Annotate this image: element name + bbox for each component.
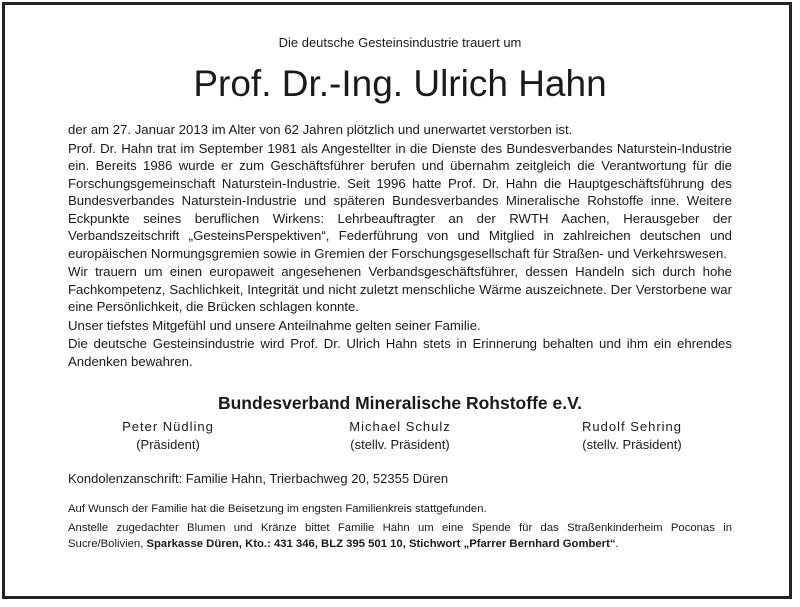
donation-note bbox=[68, 521, 732, 552]
signer-role: (stellv. Präsident) bbox=[350, 437, 450, 452]
obituary-paragraph: Prof. Dr. Hahn trat im September 1981 als Angestellter in die Dienste des Bundesverbandes Naturstein-Industrie ein. Bereits 1986 wurde er zum Geschäftsführer berufen und übernahm zeitgleich die Verantwortung für die Forschungsgemeinschaft Naturstein-Industrie. Seit 1996 hatte Prof. Dr. Hahn die Hauptgeschäftsführung des Bundesverbandes Naturstein-Industrie und späteren Bundesverbandes Mineralische Rohstoffe inne. Weitere Eckpunkte seines beruflichen Wirkens: Lehrbeauftragter an der RWTH Aachen, Herausgeber der Verbandszeitschrift „GesteinsPerspektiven“, Federführung von und Mitglied in zahlreichen deutschen und europäischen Normungsgremien sowie in Gremien der Forschungsgesellschaft für Straßen- und Verkehrswesen. bbox=[68, 140, 732, 261]
signer bbox=[300, 418, 500, 454]
signers-row bbox=[68, 418, 732, 454]
obituary-paragraph: Wir trauern um einen europaweit angesehenen Verbandsgeschäftsführer, dessen Handeln sich durch hohe Fachkompetenz, Sachlichkeit, Integrität und nicht zuletzt menschliche Wärme auszeichnete. Der Verstorbene war eine Persönlichkeit, die Brücken schlagen konnte. bbox=[68, 264, 732, 314]
signer-name: Peter Nüdling bbox=[122, 419, 214, 434]
funeral-note-text: Auf Wunsch der Familie hat die Beisetzung im engsten Familienkreis stattgefunden. bbox=[68, 503, 487, 515]
donation-end: . bbox=[615, 537, 619, 550]
signer bbox=[68, 418, 268, 454]
signer-name: Michael Schulz bbox=[349, 419, 451, 434]
donation-note-text bbox=[68, 521, 732, 552]
signer-name: Rudolf Sehring bbox=[582, 419, 682, 434]
funeral-note bbox=[68, 502, 732, 518]
donation-text: Anstelle zugedachter Blumen und Kränze bittet Familie Hahn um eine Spende für das Straßenkinderheim Poconas in Sucre/Bolivien, bbox=[68, 522, 732, 550]
intro-line: Die deutsche Gesteinsindustrie trauert um bbox=[278, 35, 522, 50]
organization-name: Bundesverband Mineralische Rohstoffe e.V. bbox=[217, 393, 583, 413]
signer-role: (Präsident) bbox=[136, 437, 200, 452]
obituary-body bbox=[68, 121, 732, 371]
donation-bank-details: Sparkasse Düren, Kto.: 431 346, BLZ 395 501 10, Stichwort „Pfarrer Bernhard Gombert“ bbox=[146, 537, 616, 550]
signer-role: (stellv. Präsident) bbox=[582, 437, 682, 452]
obituary-paragraph: Unser tiefstes Mitgefühl und unsere Anteilnahme gelten seiner Familie. bbox=[68, 317, 481, 333]
signer bbox=[532, 418, 732, 454]
condolence-address: Kondolenzanschrift: Familie Hahn, Trierbachweg 20, 52355 Düren bbox=[68, 471, 449, 486]
obituary-paragraph: der am 27. Januar 2013 im Alter von 62 Jahren plötzlich und unerwartet verstorben ist. bbox=[68, 122, 573, 137]
deceased-name: Prof. Dr.-Ing. Ulrich Hahn bbox=[193, 63, 607, 104]
obituary-paragraph: Die deutsche Gesteinsindustrie wird Prof. Dr. Ulrich Hahn stets in Erinnerung behalten und ihm ein ehrendes Andenken bewahren. bbox=[68, 336, 732, 369]
